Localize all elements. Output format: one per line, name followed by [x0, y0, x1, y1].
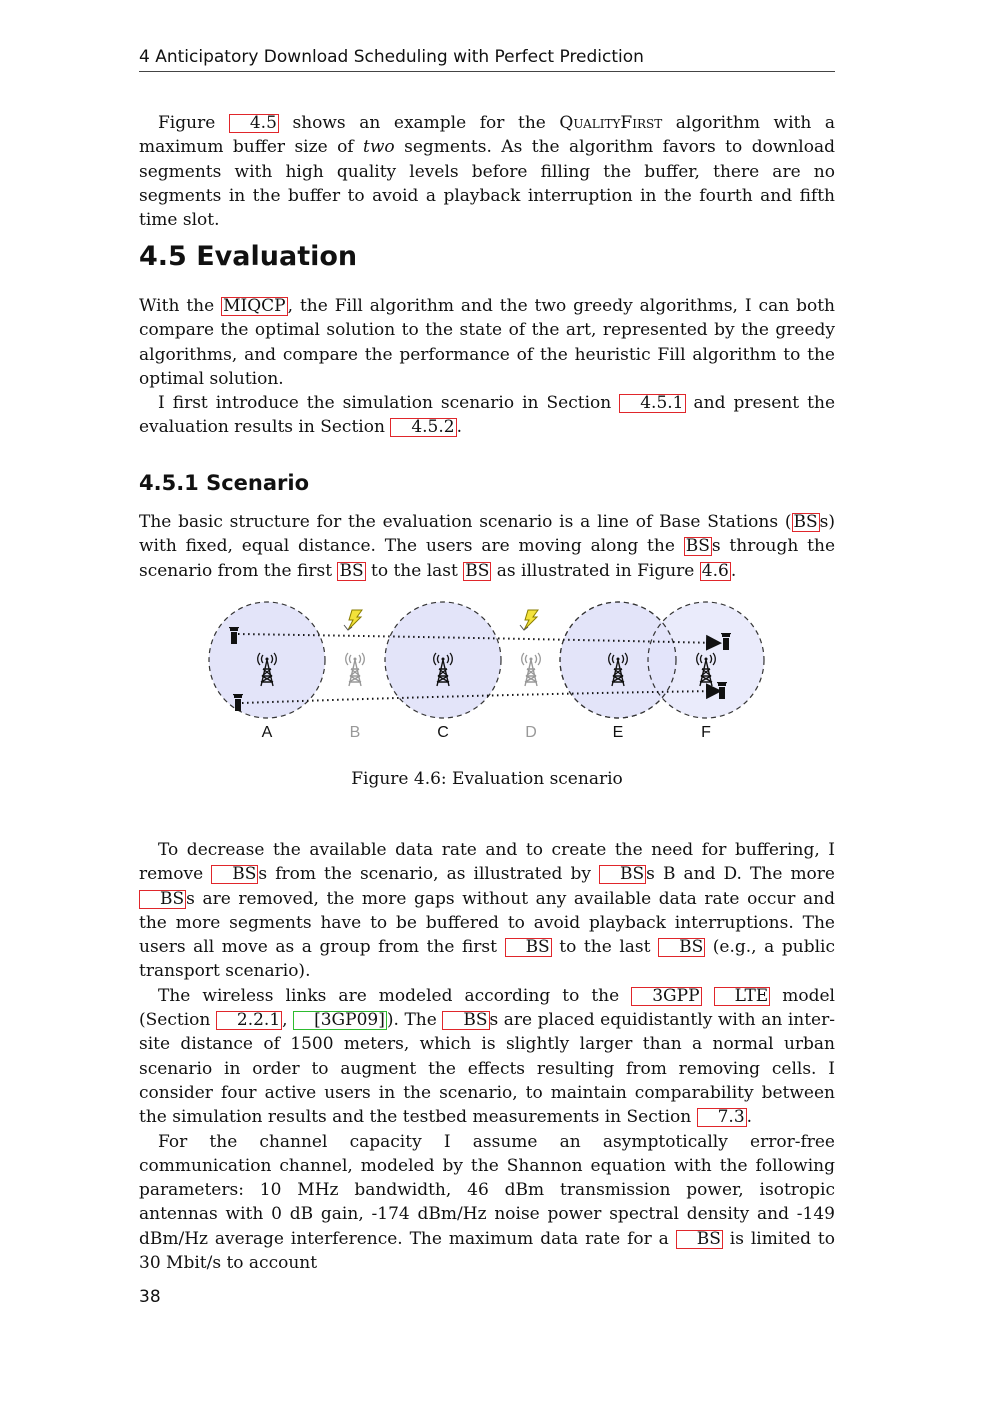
- base-station-label-a: A: [261, 724, 273, 741]
- removed-base-station-d-icon: [522, 653, 541, 686]
- acronym-link[interactable]: BS: [442, 1011, 489, 1030]
- acronym-link[interactable]: BS: [685, 536, 710, 557]
- section-heading: 4.5 Evaluation: [139, 241, 358, 272]
- figure-ref-link[interactable]: 4.5: [229, 114, 279, 133]
- acronym-link[interactable]: BS: [465, 560, 490, 581]
- acronym-link[interactable]: BS: [211, 865, 258, 884]
- page-number: 38: [139, 1287, 161, 1307]
- acronym-link[interactable]: BS: [658, 938, 705, 957]
- figure-caption: Figure 4.6: Evaluation scenario: [351, 769, 623, 789]
- base-station-label-e: E: [612, 724, 624, 741]
- base-station-label-d: D: [525, 724, 537, 741]
- paragraph-evaluation: With the MIQCP , the Fill algorithm and the two greedy algorithms, I can both compare the optimal solution to the state of the art, represented by the greedy algorithms, and compare the performance of the heuristic Fill algorithm to the optimal solution. I first introduce the simulation scenario in Section 4.5.1 and present the evaluation results in Section 4.5.2 .: [139, 296, 835, 438]
- citation-link[interactable]: [3GP09]: [293, 1011, 387, 1030]
- acronym-link[interactable]: BS: [599, 865, 646, 884]
- acronym-link[interactable]: BS: [676, 1230, 723, 1249]
- paragraph-scenario: The basic structure for the evaluation scenario is a line of Base Stations ( BS s) with fixed, equal distance. The users are moving along the BS s through the scenario from the first BS to the last BS as illustrated in Figure 4.6 .: [139, 512, 836, 581]
- section-ref-link[interactable]: 7.3: [697, 1108, 747, 1127]
- figure-ref-link[interactable]: 4.6: [701, 560, 729, 581]
- paragraph-qualityfirst: Figure 4.5 shows an example for the QualityFirst algorithm with a maximum buffer size of two segments. As the algorithm favors to download segments with high quality levels before filling the buffer, there are no segments in the buffer to avoid a playback interruption in the fourth and fifth time slot.: [139, 113, 836, 231]
- section-ref-link[interactable]: 4.5.1: [619, 394, 685, 413]
- section-ref-link[interactable]: 2.2.1: [216, 1011, 282, 1030]
- running-header: 4 Anticipatory Download Scheduling with Perfect Prediction: [139, 46, 835, 72]
- section-ref-link[interactable]: 4.5.2: [390, 418, 456, 437]
- acronym-link[interactable]: BS: [339, 560, 364, 581]
- acronym-link[interactable]: LTE: [714, 987, 771, 1006]
- acronym-link[interactable]: BS: [505, 938, 552, 957]
- acronym-link[interactable]: MIQCP: [223, 296, 286, 316]
- algorithm-name: QualityFirst: [559, 113, 663, 133]
- acronym-link[interactable]: BS: [139, 890, 186, 909]
- lightning-icon: [344, 610, 362, 630]
- base-station-label-f: F: [701, 724, 711, 741]
- base-station-label-b: B: [349, 724, 361, 741]
- lightning-icon: [520, 610, 538, 630]
- evaluation-scenario-figure: [200, 598, 775, 748]
- subsection-heading: 4.5.1 Scenario: [139, 471, 310, 495]
- acronym-link[interactable]: 3GPP: [631, 987, 701, 1006]
- paragraph-removal: To decrease the available data rate and to create the need for buffering, I remove BS s from the scenario, as illustrated by BS s B and D. The more BS s are removed, the more gaps without any available data rate occur and the more segments have to be buffered to avoid playback interruptions. The users all move as a group from the first BS to the last BS (e.g., a public transport scenario). The wireless links are modeled according to the 3GPP LTE model (Section 2.2.1 , [3GP09] ). The BS s are placed equidistantly with an inter-site distance of 1500 meters, which is slightly larger than a normal urban scenario in order to augment the effects resulting from removing cells. I consider four active users in the scenario, to maintain comparability between the simulation results and the testbed measurements in Section 7.3 . For the channel capacity I assume an asymptotically error-free communication channel, modeled by the Shannon equation with the following parameters: 10 MHz bandwidth, 46 dBm transmission power, isotropic antennas with 0 dB gain, -174 dBm/Hz noise power spectral density and -149 dBm/Hz average interference. The maximum data rate for a BS is limited to 30 Mbit/s to account: [139, 840, 835, 1274]
- removed-base-station-b-icon: [346, 653, 365, 686]
- base-station-label-c: C: [437, 724, 449, 741]
- acronym-link[interactable]: BS: [793, 512, 818, 532]
